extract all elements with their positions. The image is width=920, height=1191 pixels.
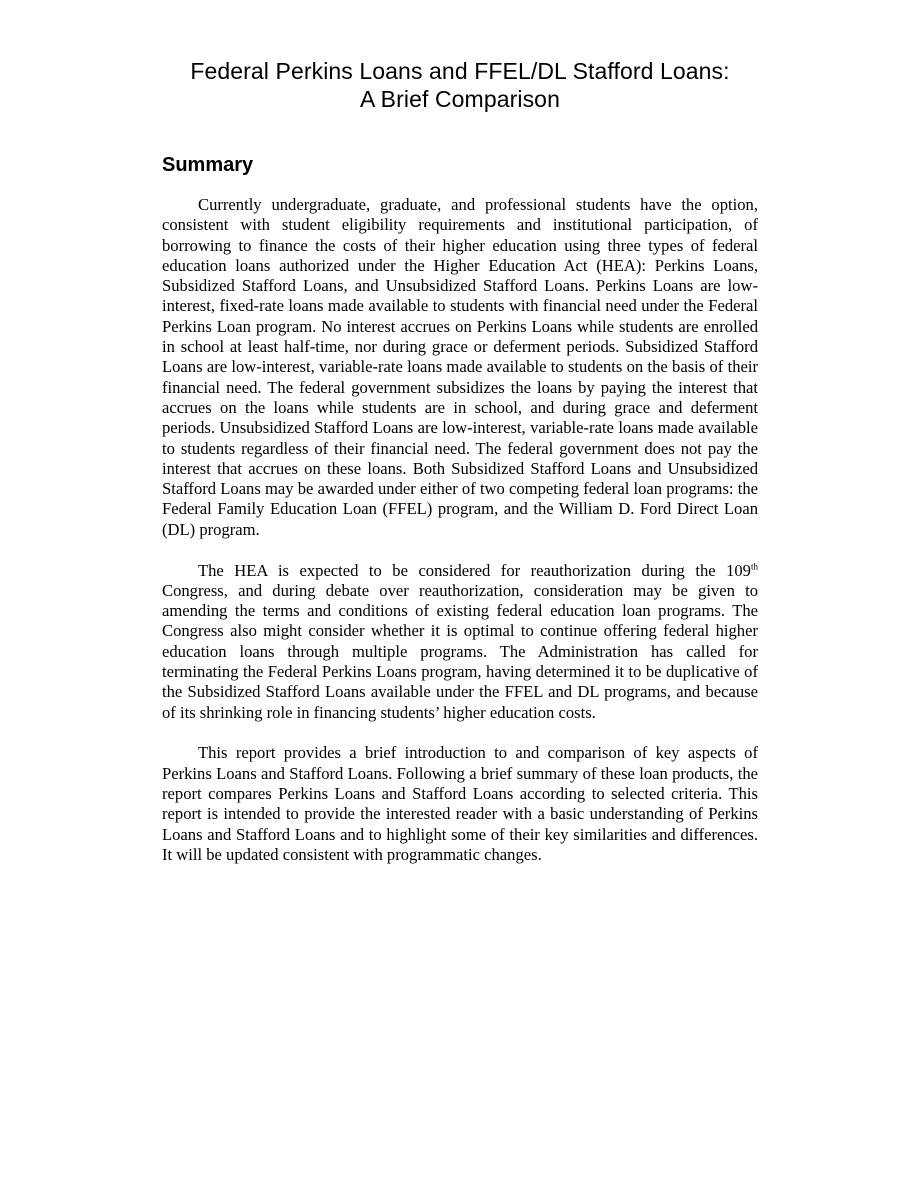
paragraph-2-text-start: The HEA is expected to be considered for reauthorization during the 109 xyxy=(198,560,751,580)
summary-paragraph-2 xyxy=(162,561,758,723)
summary-paragraph-3: This report provides a brief introduction to and comparison of key aspects of Perkins Loans and Stafford Loans. Following a brief summary of these loan products, the report compares Perkins Loans and Stafford Loans according to selected criteria. This report is intended to provide the interested reader with a basic understanding of Perkins Loans and Stafford Loans and to highlight some of their key similarities and differences. It will be updated consistent with programmatic changes. xyxy=(162,743,758,864)
section-heading-summary: Summary xyxy=(162,154,254,176)
ordinal-superscript: th xyxy=(750,561,758,572)
document-title xyxy=(162,57,758,113)
document-title-line2: A Brief Comparison xyxy=(360,86,560,112)
summary-paragraph-1: Currently undergraduate, graduate, and professional students have the option, consistent with student eligibility requirements and institutional participation, of borrowing to finance the costs of their higher education using three types of federal education loans authorized under the Higher Education Act (HEA): Perkins Loans, Subsidized Stafford Loans, and Unsubsidized Stafford Loans. Perkins Loans are low-interest, fixed-rate loans made available to students with financial need under the Federal Perkins Loan program. No interest accrues on Perkins Loans while students are enrolled in school at least half-time, nor during grace or deferment periods. Subsidized Stafford Loans are low-interest, variable-rate loans made available to students on the basis of their financial need. The federal government subsidizes the loans by paying the interest that accrues on the loans while students are in school, and during grace and deferment periods. Unsubsidized Stafford Loans are low-interest, variable-rate loans made available to students regardless of their financial need. The federal government does not pay the interest that accrues on these loans. Both Subsidized Stafford Loans and Unsubsidized Stafford Loans may be awarded under either of two competing federal loan programs: the Federal Family Education Loan (FFEL) program, and the William D. Ford Direct Loan (DL) program. xyxy=(162,195,758,539)
document-title-line1: Federal Perkins Loans and FFEL/DL Stafford Loans: xyxy=(190,58,730,84)
paragraph-2-text-end: Congress, and during debate over reauthorization, consideration may be given to amending the terms and conditions of existing federal education loan programs. The Congress also might consider whether it is optimal to continue offering federal higher education loans through multiple programs. The Administration has called for terminating the Federal Perkins Loans program, having determined it to be duplicative of the Subsidized Stafford Loans available under the FFEL and DL programs, and because of its shrinking role in financing students’ higher education costs. xyxy=(162,580,758,722)
document-page xyxy=(162,57,758,865)
